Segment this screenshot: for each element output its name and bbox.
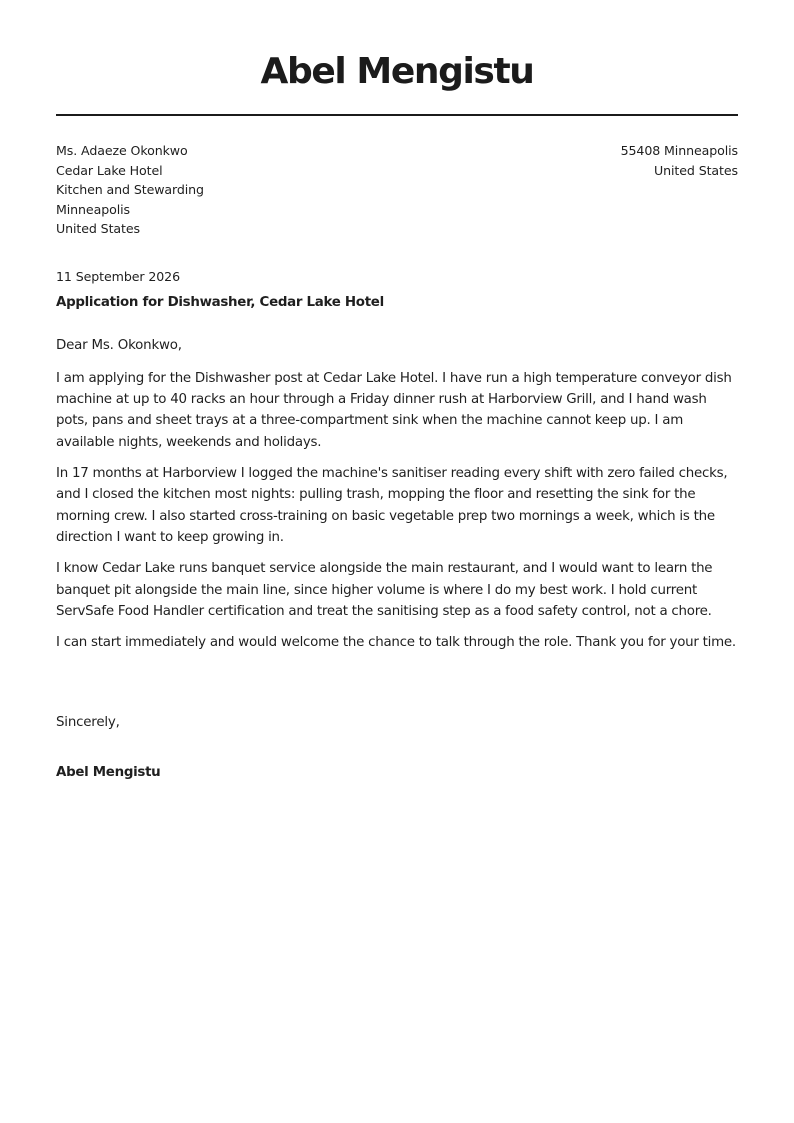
recipient-address	[56, 141, 204, 239]
recipient-name: Ms. Adaeze Okonkwo	[56, 143, 188, 158]
body-paragraph: I can start immediately and would welcome the chance to talk through the role. Thank you for your time.	[56, 635, 736, 651]
sender-postal-city: 55408 Minneapolis	[620, 143, 738, 158]
sender-address	[621, 141, 738, 180]
letter-closing: Sincerely,	[56, 715, 120, 730]
recipient-city: Minneapolis	[56, 201, 130, 217]
body-paragraph: I know Cedar Lake runs banquet service alongside the main restaurant, and I would want to learn the banquet pit alongside the main line, since higher volume is where I do my best work. I hold current ServSafe Food Handler certification and treat the sanitising step as a food safety control, not a chore.	[56, 561, 713, 619]
recipient-department: Kitchen and Stewarding	[56, 182, 204, 198]
letter-date: 11 September 2026	[56, 269, 180, 284]
signature-name: Abel Mengistu	[56, 765, 161, 780]
body-paragraph: I am applying for the Dishwasher post at Cedar Lake Hotel. I have run a high temperature conveyor dish machine at up to 40 racks an hour through a Friday dinner rush at Harborview Grill, and I hand wash pots, pans and sheet trays at a three-compartment sink when the machine cannot keep up. I am available nights, weekends and holidays.	[56, 371, 732, 450]
recipient-company: Cedar Lake Hotel	[56, 162, 163, 178]
applicant-name: Abel Mengistu	[260, 51, 534, 92]
letter-subject: Application for Dishwasher, Cedar Lake Hotel	[56, 295, 384, 310]
letter-body	[56, 368, 738, 664]
body-paragraph: In 17 months at Harborview I logged the machine's sanitiser reading every shift with zero failed checks, and I closed the kitchen most nights: pulling trash, mopping the floor and resetting the sink for the morning crew. I also started cross-training on basic vegetable prep two mornings a week, which is the direction I want to keep growing in.	[56, 466, 728, 545]
cover-letter-page	[56, 0, 738, 1123]
letter-header	[56, 50, 738, 94]
recipient-country: United States	[56, 221, 140, 237]
salutation: Dear Ms. Okonkwo,	[56, 338, 182, 353]
header-divider	[56, 114, 738, 116]
sender-country: United States	[654, 162, 738, 178]
